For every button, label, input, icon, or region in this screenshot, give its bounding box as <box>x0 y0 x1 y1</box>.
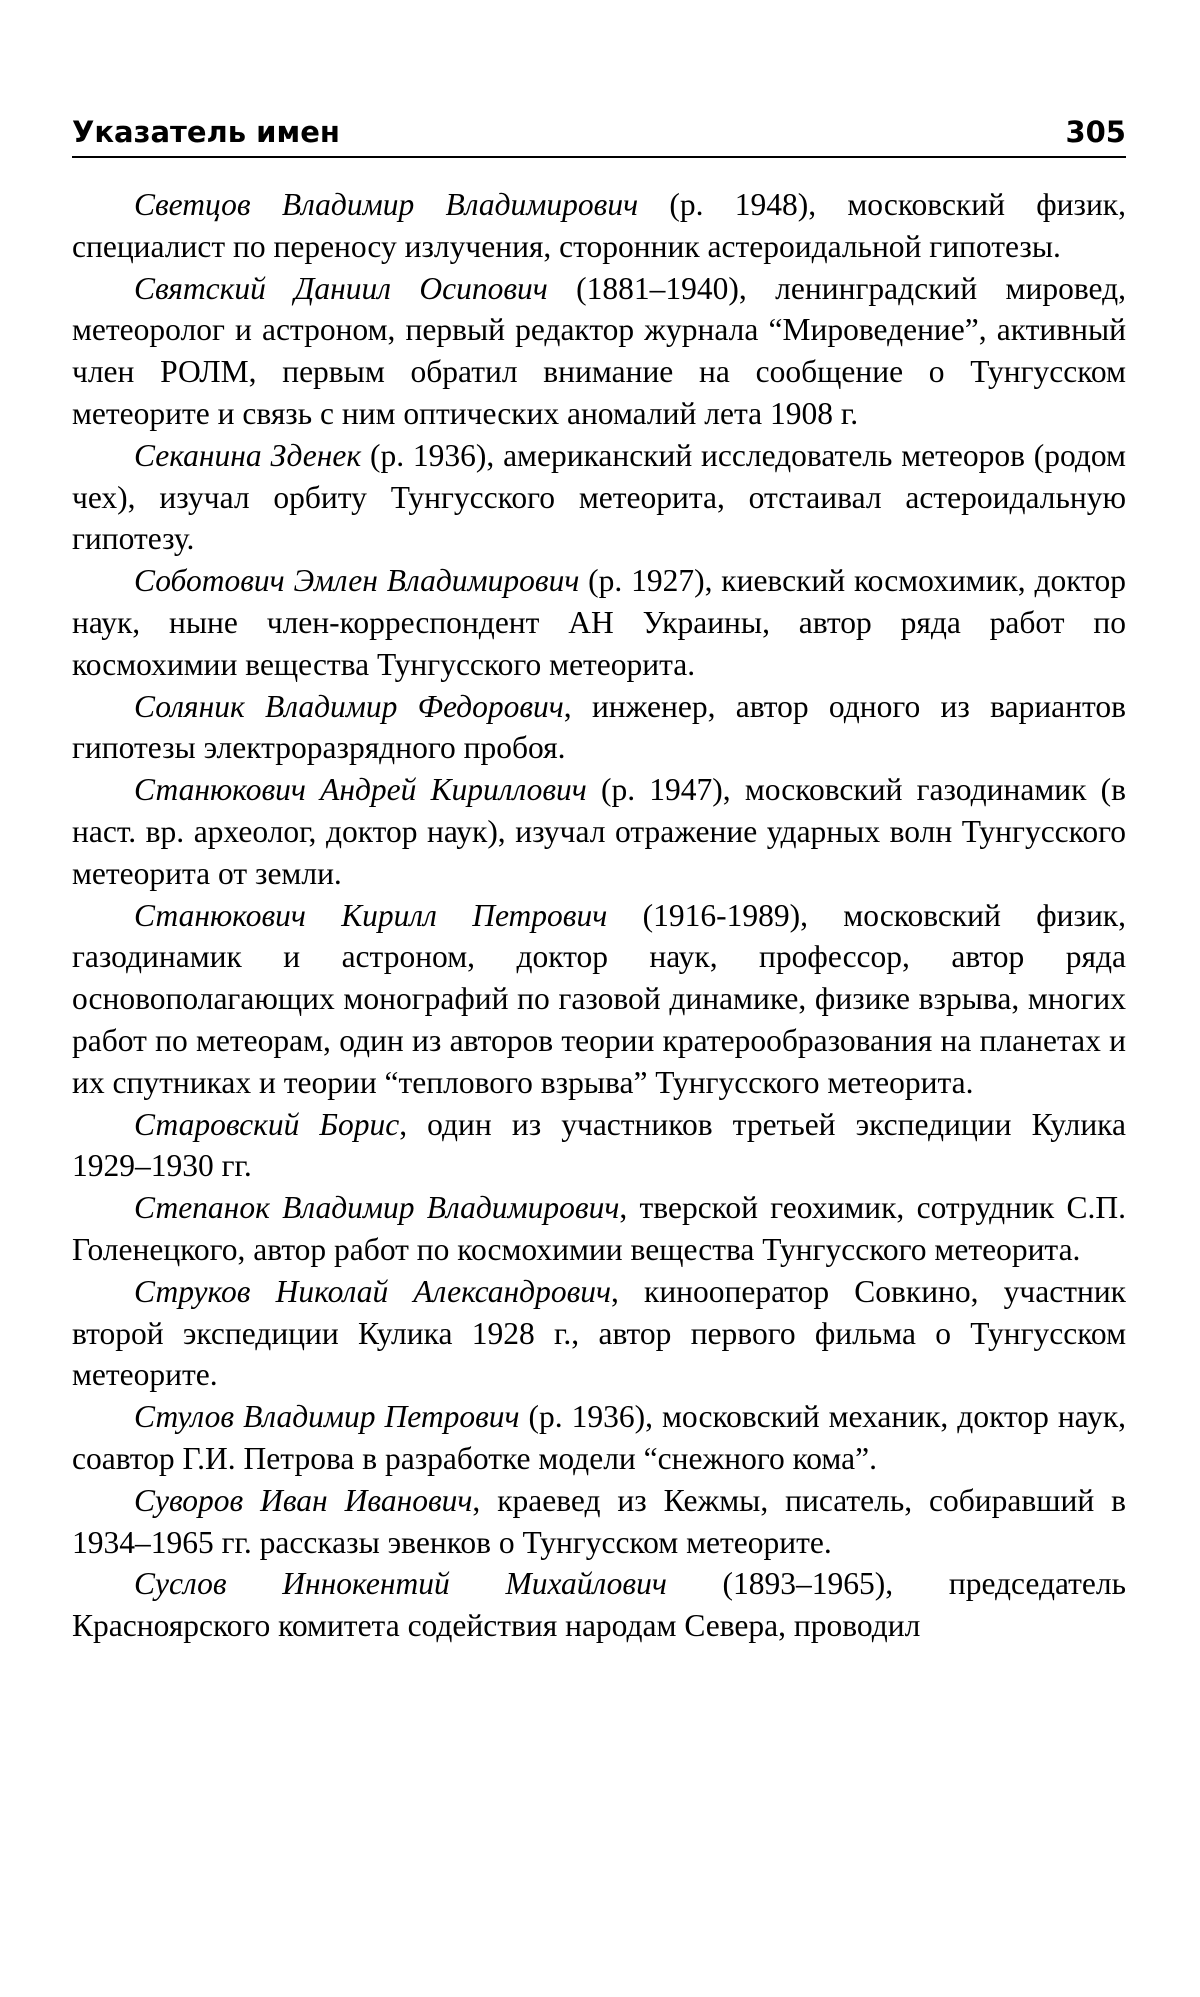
entry-text: , инженер, автор одного из вариантов гипотезы электроразрядного пробоя. <box>72 688 1126 766</box>
entry-text: (1881–1940), ленинградский мировед, метеоролог и астроном, первый редактор журнала “Мироведение”, активный член РОЛМ, первым обратил внимание на сообщение о Тунгусском метеорите и связь с ним оптических аномалий лета 1908 г. <box>72 270 1126 431</box>
entry-name: Суслов Иннокентий Михайлович <box>134 1566 667 1602</box>
entry-text: (1916-1989), московский физик, газодинамик и астроном, доктор наук, профессор, автор ряда основополагающих монографий по газовой динамике, физике взрыва, многих работ по метеорам, один из авторов теории кратерообразования на планетах и их спутниках и теории “теплового взрыва” Тунгусского метеорита. <box>72 897 1126 1100</box>
index-entry <box>72 560 1126 685</box>
index-entry <box>72 686 1126 770</box>
index-entry <box>72 1104 1126 1188</box>
index-entry <box>72 1271 1126 1396</box>
entry-text: (р. 1948), московский физик, специалист по переносу излучения, сторонник астероидальной гипотезы. <box>72 187 1126 264</box>
entry-name: Секанина Зденек <box>134 437 362 473</box>
entry-text: (р. 1927), киевский космохимик, доктор наук, ныне член-корреспондент АН Украины, автор ряда работ по космохимии вещества Тунгусского метеорита. <box>72 563 1126 682</box>
entry-text: (1893–1965), председатель Красноярского комитета содействия народам Севера, проводил <box>72 1566 1126 1644</box>
index-entry <box>72 268 1126 435</box>
name-index-entries <box>72 184 1126 1647</box>
entry-name: Суворов Иван Иванович <box>134 1482 473 1518</box>
entry-name: Струков Николай Александрович <box>134 1273 612 1309</box>
entry-name: Соляник Владимир Федорович <box>134 688 564 724</box>
index-entry <box>72 1396 1126 1480</box>
index-entry <box>72 1480 1126 1564</box>
entry-text: , тверской геохимик, сотрудник С.П. Голенецкого, автор работ по космохимии вещества Тунгусского метеорита. <box>72 1190 1126 1267</box>
section-title: Указатель имен <box>72 115 340 149</box>
entry-name: Святский Даниил Осипович <box>134 270 548 306</box>
entry-text: , кинооператор Совкино, участник второй экспедиции Кулика 1928 г., автор первого фильма о Тунгусском метеорите. <box>72 1273 1126 1393</box>
entry-text: , краевед из Кежмы, писатель, собиравший в 1934–1965 гг. рассказы эвенков о Тунгусском метеорите. <box>72 1482 1126 1560</box>
entry-name: Стулов Владимир Петрович <box>134 1399 520 1435</box>
index-entry <box>72 184 1126 268</box>
entry-name: Станюкович Андрей Кириллович <box>134 772 587 808</box>
entry-text: (р. 1936), американский исследователь метеоров (родом чех), изучал орбиту Тунгусского метеорита, отстаивал астероидальную гипотезу. <box>72 437 1126 557</box>
entry-text: , один из участников третьей экспедиции Кулика 1929–1930 гг. <box>72 1106 1126 1184</box>
entry-name: Станюкович Кирилл Петрович <box>134 897 608 933</box>
entry-name: Светцов Владимир Владимирович <box>134 187 639 222</box>
entry-text: (р. 1947), московский газодинамик (в наст. вр. археолог, доктор наук), изучал отражение ударных волн Тунгусского метеорита от земли. <box>72 772 1126 891</box>
page-number: 305 <box>1065 115 1126 149</box>
running-header <box>72 112 1126 158</box>
entry-name: Старовский Борис <box>134 1106 400 1142</box>
entry-text: (р. 1936), московский механик, доктор наук, соавтор Г.И. Петрова в разработке модели “снежного кома”. <box>72 1399 1126 1476</box>
entry-name: Соботович Эмлен Владимирович <box>134 563 580 599</box>
index-entry <box>72 1563 1126 1647</box>
entry-name: Степанок Владимир Владимирович <box>134 1190 620 1226</box>
index-entry <box>72 895 1126 1104</box>
index-entry <box>72 435 1126 560</box>
index-entry <box>72 1187 1126 1271</box>
index-entry <box>72 769 1126 894</box>
book-page <box>72 112 1126 1647</box>
